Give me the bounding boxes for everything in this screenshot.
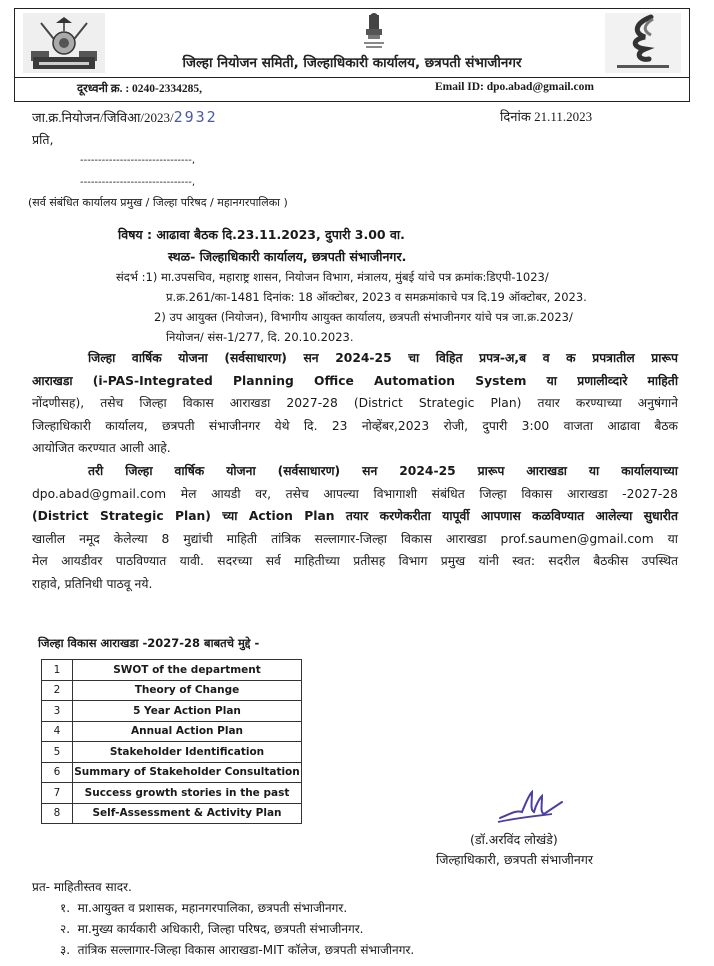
reference-1-line-1: संदर्भ :1) मा.उपसचिव, महाराष्ट्र शासन, नियोजन विभाग, मंत्रालय, मुंबई यांचे पत्र क्रमांक:डिएपी-1023/	[116, 270, 549, 284]
body-paragraph-1: जिल्हा वार्षिक योजना (सर्वसाधारण) सन 2024-25 चा विहित प्रपत्र-अ,ब व क प्रपत्रातील प्रारूप आराखडा (i-PAS-Integrated Planning Office Automation System या प्रणालीव्दारे माहिती नोंदणीसह), तसेच जिल्हा विकास आराखडा 2027-28 (District Strategic Plan) तयार करण्याच्या अनुषंगाने जिल्हाधिकारी कार्यालय, छत्रपती संभाजीनगर येथे दि. 23 नोव्हेंबर,2023 रोजी, दुपारी 3:00 वाजता आढावा बैठक आयोजित करण्यात आली आहे.	[32, 351, 678, 455]
office-email: Email ID: dpo.abad@gmail.com	[435, 81, 594, 93]
table-row: 6 Summary of Stakeholder Consultation	[42, 762, 302, 783]
references-label: संदर्भ :	[116, 270, 146, 284]
letterhead	[14, 8, 690, 102]
addressee-blank-2: -------------------------------,	[80, 177, 196, 188]
table-row: 8 Self-Assessment & Activity Plan	[42, 803, 302, 824]
office-title: जिल्हा नियोजन समिती, जिल्हाधिकारी कार्यालय, छत्रपती संभाजीनगर	[182, 55, 522, 71]
national-emblem-icon	[354, 11, 394, 51]
letter-date: दिनांक 21.11.2023	[500, 109, 593, 124]
reference-number	[32, 108, 218, 127]
signatory-name: (डॉ.अरविंद लोखंडे)	[470, 832, 558, 847]
signature-icon	[496, 788, 566, 828]
copy-to-item-1: १. मा.आयुक्त व प्रशासक, महानगरपालिका, छत्रपती संभाजीनगर.	[60, 901, 348, 915]
amrit-mahotsav-logo-icon	[605, 13, 681, 73]
reference-2-line-1: 2) उप आयुक्त (नियोजन), विभागीय आयुक्त कार्यालय, छत्रपती संभाजीनगर यांचे पत्र जा.क्र.2023/	[154, 310, 573, 324]
letterhead-contact-row	[15, 77, 689, 101]
reference-prefix: जा.क्र.नियोजन/जिविआ/2023/	[32, 110, 174, 125]
copy-to-item-2: २. मा.मुख्य कार्यकारी अधिकारी, जिल्हा परिषद, छत्रपती संभाजीनगर.	[60, 922, 364, 936]
table-row: 2 Theory of Change	[42, 680, 302, 701]
points-table	[41, 659, 302, 824]
addressee-blank-1: -------------------------------,	[80, 155, 196, 166]
table-row: 1 SWOT of the department	[42, 660, 302, 681]
reference-2-line-2: नियोजन/ संस-1/277, दि. 20.10.2023.	[166, 330, 354, 344]
points-table-heading: जिल्हा विकास आराखडा -2027-28 बाबतचे मुद्दे -	[38, 636, 260, 650]
copy-to-heading: प्रत- माहितीस्तव सादर.	[32, 880, 132, 894]
addressee-to: प्रति,	[32, 132, 54, 147]
phone-number: दूरध्वनी क्र. : 0240-2334285,	[77, 83, 203, 95]
handwritten-number: 2932	[173, 108, 218, 126]
table-row: 7 Success growth stories in the past	[42, 783, 302, 804]
subject-venue: स्थळ- जिल्हाधिकारी कार्यालय, छत्रपती संभाजीनगर.	[168, 249, 407, 264]
letterhead-top	[15, 9, 689, 78]
reference-1-line-2: प्र.क्र.261/का-1481 दिनांक: 18 ऑक्टोबर, 2023 व समक्रमांकाचे पत्र दि.19 ऑक्टोबर, 2023.	[166, 290, 587, 304]
signatory-designation: जिल्हाधिकारी, छत्रपती संभाजीनगर	[436, 852, 594, 867]
subject-line: विषय : आढावा बैठक दि.23.11.2023, दुपारी 3.00 वा.	[118, 227, 405, 242]
table-row: 4 Annual Action Plan	[42, 721, 302, 742]
copy-to-item-3: ३. तांत्रिक सल्लागार-जिल्हा विकास आराखडा-MIT कॉलेज, छत्रपती संभाजीनगर.	[60, 943, 415, 957]
table-row: 5 Stakeholder Identification	[42, 742, 302, 763]
addressee-note: (सर्व संबंधित कार्यालय प्रमुख / जिल्हा परिषद / महानगरपालिका )	[28, 196, 288, 209]
body-paragraph-2: तरी जिल्हा वार्षिक योजना (सर्वसाधारण) सन 2024-25 प्रारूप आराखडा या कार्यालयाच्या dpo.abad@gmail.com मेल आयडी वर, तसेच आपल्या विभागाशी संबंधित जिल्हा विकास आराखडा -2027-28 (District Strategic Plan) च्या Action Plan तयार करणेकरीता यापूर्वी आपणास कळविण्यात आलेल्या सुधारीत खालील नमूद केलेल्या 8 मुद्यांची माहिती तांत्रिक सल्लागार-जिल्हा विकास आराखडा prof.saumen@gmail.com या मेल आयडीवर पाठविण्यात यावी. सदरच्या सर्व माहितीच्या प्रतीसह विभाग प्रमुख यांनी स्वत: सदरील बैठकीस उपस्थित राहावे, प्रतिनिधी पाठवू नये.	[32, 464, 678, 591]
table-row: 3 5 Year Action Plan	[42, 701, 302, 722]
